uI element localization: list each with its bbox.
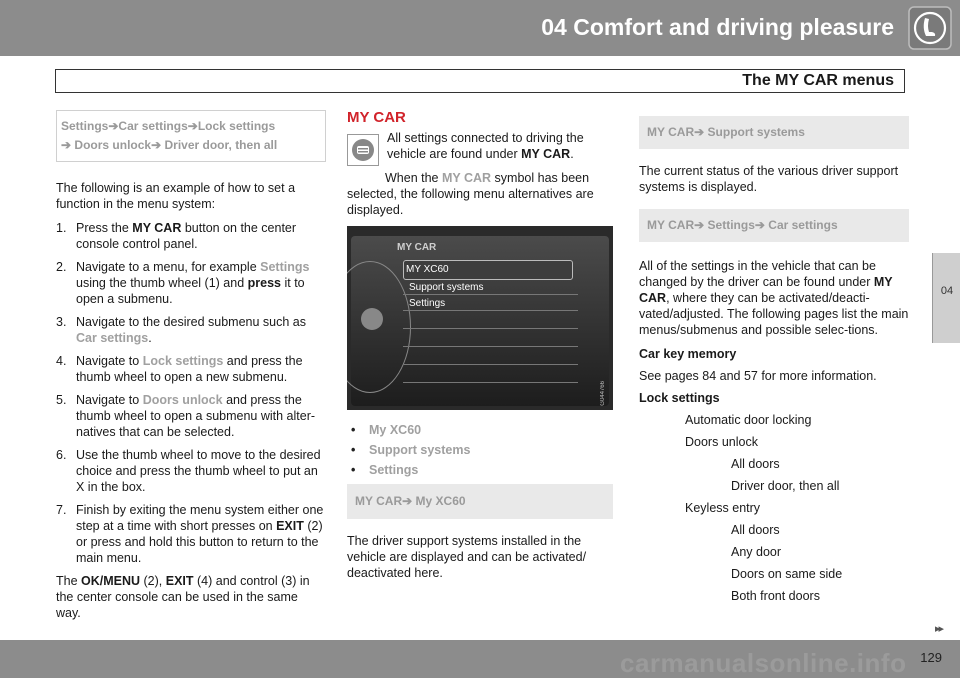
arrow-right-icon: ➔ <box>402 494 413 508</box>
page-number: 129 <box>920 650 942 665</box>
step-bold: press <box>247 276 281 290</box>
step-menu-ref: Settings <box>260 260 310 274</box>
step-menu-ref: Car settings <box>76 331 149 345</box>
step-text: (2) or press and hold this button to return to the main menu. <box>76 519 323 565</box>
figure-code: G044766 <box>600 381 606 406</box>
my-car-para-2 <box>309 170 613 218</box>
menu-divider <box>403 346 578 347</box>
step-item <box>56 353 326 385</box>
screen-item-label: Settings <box>409 298 446 309</box>
menu-path-box <box>56 110 326 162</box>
step-number: 3. <box>56 315 67 329</box>
column-middle <box>347 110 613 589</box>
step-text: Use the thumb wheel to move to the desired choice and press the thumb wheel to put an X in the box. <box>76 448 321 494</box>
arrow-right-icon: ➔ <box>694 125 705 139</box>
step-text: it to open a submenu. <box>76 276 305 306</box>
chapter-tab-label: 04 <box>940 285 954 297</box>
step-text: . <box>148 331 152 345</box>
menu-divider <box>403 382 578 383</box>
section-title: The MY CAR menus <box>742 72 894 89</box>
menu-path-line <box>647 123 901 142</box>
car-key-text: See pages 84 and 57 for more information. <box>639 369 877 383</box>
step-text: button on the center console control panel. <box>76 221 297 251</box>
menu-divider <box>403 364 578 365</box>
step-number: 5. <box>56 393 67 407</box>
para-part: All of the settings in the vehicle that can be changed by the driver can be found under <box>639 259 876 289</box>
step-menu-ref: Doors unlock <box>142 393 223 407</box>
para-part: All settings connected to driving the vehicle are found under <box>387 131 584 161</box>
arrow-right-icon: ➔ <box>108 119 119 133</box>
steps-list <box>56 220 326 566</box>
step-text: Navigate to a menu, for example <box>76 260 261 274</box>
step-item <box>56 502 326 566</box>
path-car-settings: Car settings <box>118 119 188 133</box>
step-item <box>56 447 326 495</box>
path-doors-unlock: Doors unlock <box>74 138 152 152</box>
list-item: Doors unlock <box>685 435 758 449</box>
support-para: The current status of the various driver support systems is displayed. <box>639 164 899 194</box>
car-icon <box>361 308 383 330</box>
my-xc60-para: The driver support systems installed in the vehicle are displayed and can be activated/ deactivated here. <box>347 534 587 580</box>
list-item: All doors <box>731 523 780 537</box>
para-part: When the <box>385 171 442 185</box>
list-item: Both front doors <box>731 589 820 603</box>
list-item: Keyless entry <box>685 501 761 515</box>
menu-path-line-1 <box>61 117 321 136</box>
step-text: using the thumb wheel (1) and <box>76 276 248 290</box>
step-item <box>56 220 326 252</box>
step-text: Press the <box>76 221 133 235</box>
column-left <box>56 110 326 629</box>
list-item: Driver door, then all <box>731 479 840 493</box>
screen-item-label: MY XC60 <box>403 260 573 280</box>
car-settings-para <box>639 258 909 338</box>
step-number: 1. <box>56 221 67 235</box>
path-lock-settings: Lock settings <box>197 119 276 133</box>
seat-icon <box>908 6 952 50</box>
closing-text <box>56 573 326 621</box>
my-car-heading: MY CAR <box>347 109 406 126</box>
menu-path-line <box>355 492 605 511</box>
step-bold: MY CAR <box>132 221 182 235</box>
step-text: Finish by exiting the menu system either one step at a time with short presses on <box>76 503 324 533</box>
my-car-para-1 <box>347 130 613 162</box>
step-text: and press the thumb wheel to open a submenu with alter-natives that can be selected. <box>76 393 316 439</box>
step-item <box>56 392 326 440</box>
menu-path-line <box>647 216 901 235</box>
my-car-symbol <box>347 134 379 166</box>
menu-path-line-2 <box>61 136 321 155</box>
step-item <box>56 259 326 307</box>
screen-title: MY CAR <box>397 242 437 253</box>
closing-bold: EXIT <box>165 574 194 588</box>
step-number: 6. <box>56 448 67 462</box>
list-item: Any door <box>731 545 782 559</box>
step-bold: EXIT <box>276 519 304 533</box>
menu-path-box <box>639 116 909 149</box>
step-text: Navigate to the desired submenu such as <box>76 315 306 329</box>
closing-part: (2), <box>140 574 166 588</box>
step-item <box>56 314 326 346</box>
chapter-tab[interactable] <box>932 253 960 343</box>
closing-bold: OK/MENU <box>81 574 141 588</box>
list-item: • My XC60 <box>347 422 613 438</box>
list-item: • Support systems <box>347 442 613 458</box>
path-settings: Settings <box>707 218 755 232</box>
arrow-right-icon: ➔ <box>694 218 705 232</box>
menu-divider <box>403 294 578 295</box>
page-header <box>0 0 960 56</box>
screen-menu-item[interactable] <box>403 260 573 280</box>
list-item: Doors on same side <box>731 567 843 581</box>
car-key-heading: Car key memory <box>639 347 737 361</box>
car-icon <box>351 138 375 162</box>
para-menu-ref: MY CAR <box>441 171 492 185</box>
arrow-right-icon: ➔ <box>754 218 765 232</box>
path-settings: Settings <box>61 119 109 133</box>
screen-item-label: Support systems <box>409 282 484 293</box>
menu-divider <box>403 328 578 329</box>
display-screenshot <box>347 226 613 410</box>
closing-part: The <box>56 574 82 588</box>
chapter-title: 04 Comfort and driving pleasure <box>541 14 894 40</box>
list-item: • Settings <box>347 462 613 478</box>
continue-arrows-icon: ▸▸ <box>934 623 942 635</box>
step-number: 4. <box>56 354 67 368</box>
lock-settings-heading: Lock settings <box>639 391 720 405</box>
section-bar <box>55 69 905 93</box>
para-part: . <box>570 147 574 161</box>
para-bold: MY CAR <box>521 147 571 161</box>
path-my-car: MY CAR <box>647 125 695 139</box>
step-text: and press the thumb wheel to open a new submenu. <box>76 354 303 384</box>
menu-divider <box>403 310 578 311</box>
menu-path-box <box>639 209 909 242</box>
closing-part: (4) and control (3) in the center console can be used in the same way. <box>56 574 310 620</box>
para-bold: MY CAR <box>639 275 893 305</box>
arrow-right-icon: ➔ <box>61 138 72 152</box>
para-part: , where they can be activated/deacti-vated/adjusted. The following pages list the main menus/submenus and possible selec-tions. <box>639 291 909 337</box>
list-item: All doors <box>731 457 780 471</box>
column-right <box>639 110 909 610</box>
path-car-settings: Car settings <box>768 218 838 232</box>
para-part: symbol has been selected, the following menu alternatives are displayed. <box>347 171 594 217</box>
step-number: 7. <box>56 503 67 517</box>
path-driver-door: Driver door, then all <box>164 138 278 152</box>
menu-path-box <box>347 484 613 519</box>
step-text: Navigate to <box>76 393 143 407</box>
arrow-right-icon: ➔ <box>151 138 162 152</box>
intro-text: The following is an example of how to set a function in the menu system: <box>56 181 296 211</box>
path-my-car: MY CAR <box>647 218 695 232</box>
watermark: carmanualsonline.info <box>620 648 907 678</box>
step-number: 2. <box>56 260 67 274</box>
path-my-car: MY CAR <box>355 494 403 508</box>
display-panel <box>351 236 609 406</box>
list-item: Automatic door locking <box>685 413 812 427</box>
step-menu-ref: Lock settings <box>142 354 224 368</box>
path-support-systems: Support systems <box>707 125 805 139</box>
arrow-right-icon: ➔ <box>187 119 198 133</box>
step-text: Navigate to <box>76 354 143 368</box>
menu-alternatives-list <box>347 422 613 478</box>
path-my-xc60: My XC60 <box>415 494 466 508</box>
